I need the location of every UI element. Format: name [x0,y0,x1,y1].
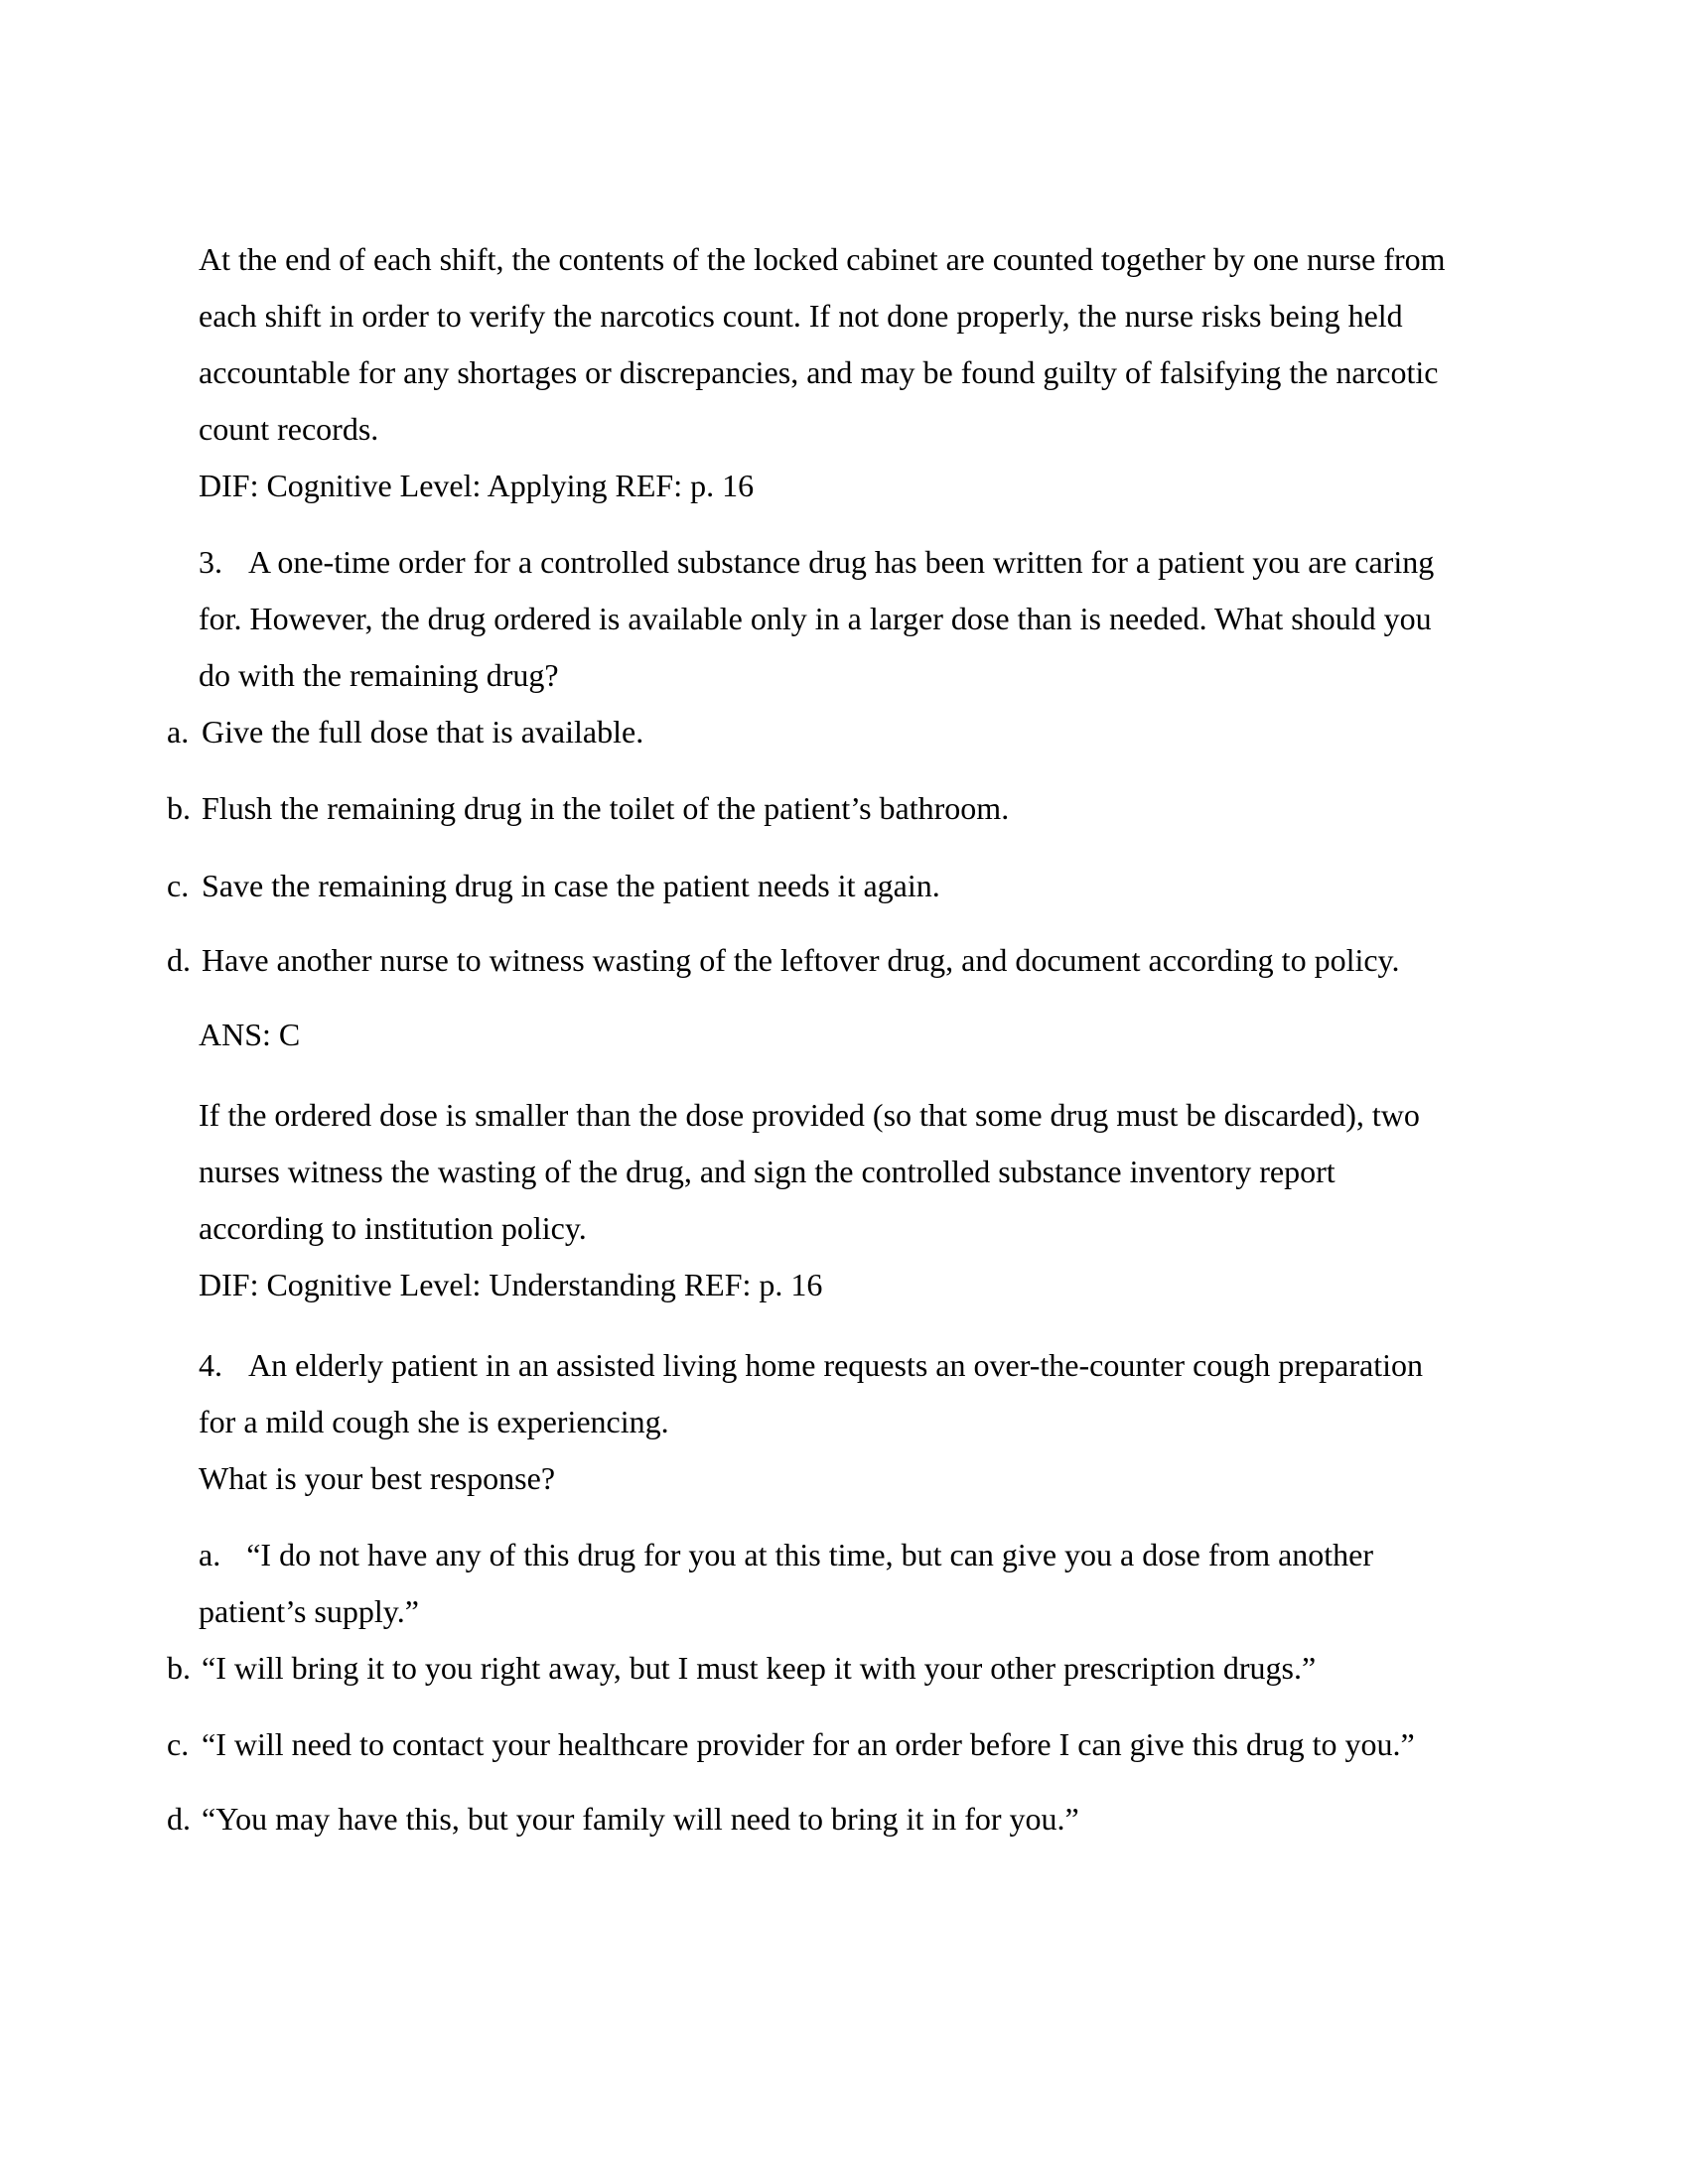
answer-option-b [167,780,1529,837]
dif-reference-line: DIF: Cognitive Level: Applying REF: p. 16 [199,468,755,503]
option-text: “You may have this, but your family will need to bring it in for you.” [202,1801,1079,1837]
option-letter: d. [167,942,191,978]
option-letter: c. [167,1726,190,1762]
question-4-prompt: What is your best response? [199,1460,556,1496]
answer-line: ANS: C [199,1017,301,1052]
prev-question-rationale [199,231,1529,458]
rationale-line: accountable for any shortages or discrepancies, and may be found guilty of falsifying the narcotic [199,354,1439,390]
rationale-line: count records. [199,411,379,447]
answer-option-a [167,704,1529,760]
option-text-line: a. “I do not have any of this drug for you at this time, but can give you a dose from another [199,1537,1374,1572]
question-3-stem-line: 3. A one-time order for a controlled substance drug has been written for a patient you are caring [199,544,1435,580]
rationale-line: If the ordered dose is smaller than the dose provided (so that some drug must be discarded), two [199,1097,1420,1133]
question-3-stem-line: for. However, the drug ordered is available only in a larger dose than is needed. What should you [199,601,1432,636]
option-letter: d. [167,1801,191,1837]
option-text-line: patient’s supply.” [199,1593,419,1629]
question-3-rationale [199,1087,1529,1257]
text-column [167,0,1529,1847]
question-3-stem [199,534,1529,704]
rationale-line: each shift in order to verify the narcotics count. If not done properly, the nurse risks being held [199,298,1403,334]
question-4-number: 4. [199,1347,222,1383]
question-4-stem-line: for a mild cough she is experiencing. [199,1404,669,1439]
option-letter: b. [167,790,191,826]
answer-option-d [167,932,1529,989]
rationale-line: according to institution policy. [199,1210,587,1246]
option-text: Have another nurse to witness wasting of the leftover drug, and document according to policy. [202,942,1400,978]
question-4-stem-line: 4. An elderly patient in an assisted living home requests an over-the-counter cough preparation [199,1347,1423,1383]
option-text: “I will bring it to you right away, but I must keep it with your other prescription drugs.” [202,1650,1317,1686]
question-3-stem-line: do with the remaining drug? [199,657,559,693]
answer-option-d [167,1791,1529,1847]
option-letter: b. [167,1650,191,1686]
rationale-line: At the end of each shift, the contents of the locked cabinet are counted together by one nurse from [199,241,1446,277]
rationale-line: nurses witness the wasting of the drug, and sign the controlled substance inventory report [199,1154,1336,1189]
answer-option-c [167,1716,1529,1773]
option-letter: c. [167,868,190,903]
answer-option-a [199,1527,1529,1640]
option-text: Save the remaining drug in case the patient needs it again. [202,868,940,903]
option-text: Give the full dose that is available. [202,714,644,750]
option-text: “I will need to contact your healthcare provider for an order before I can give this drug to you.” [202,1726,1415,1762]
answer-option-c [167,858,1529,914]
question-3-number: 3. [199,544,222,580]
option-text: Flush the remaining drug in the toilet of the patient’s bathroom. [202,790,1010,826]
option-letter: a. [199,1537,221,1572]
option-letter: a. [167,714,190,750]
question-4-stem [199,1337,1529,1450]
answer-option-b [167,1640,1529,1697]
dif-reference-line: DIF: Cognitive Level: Understanding REF: p. 16 [199,1267,823,1302]
